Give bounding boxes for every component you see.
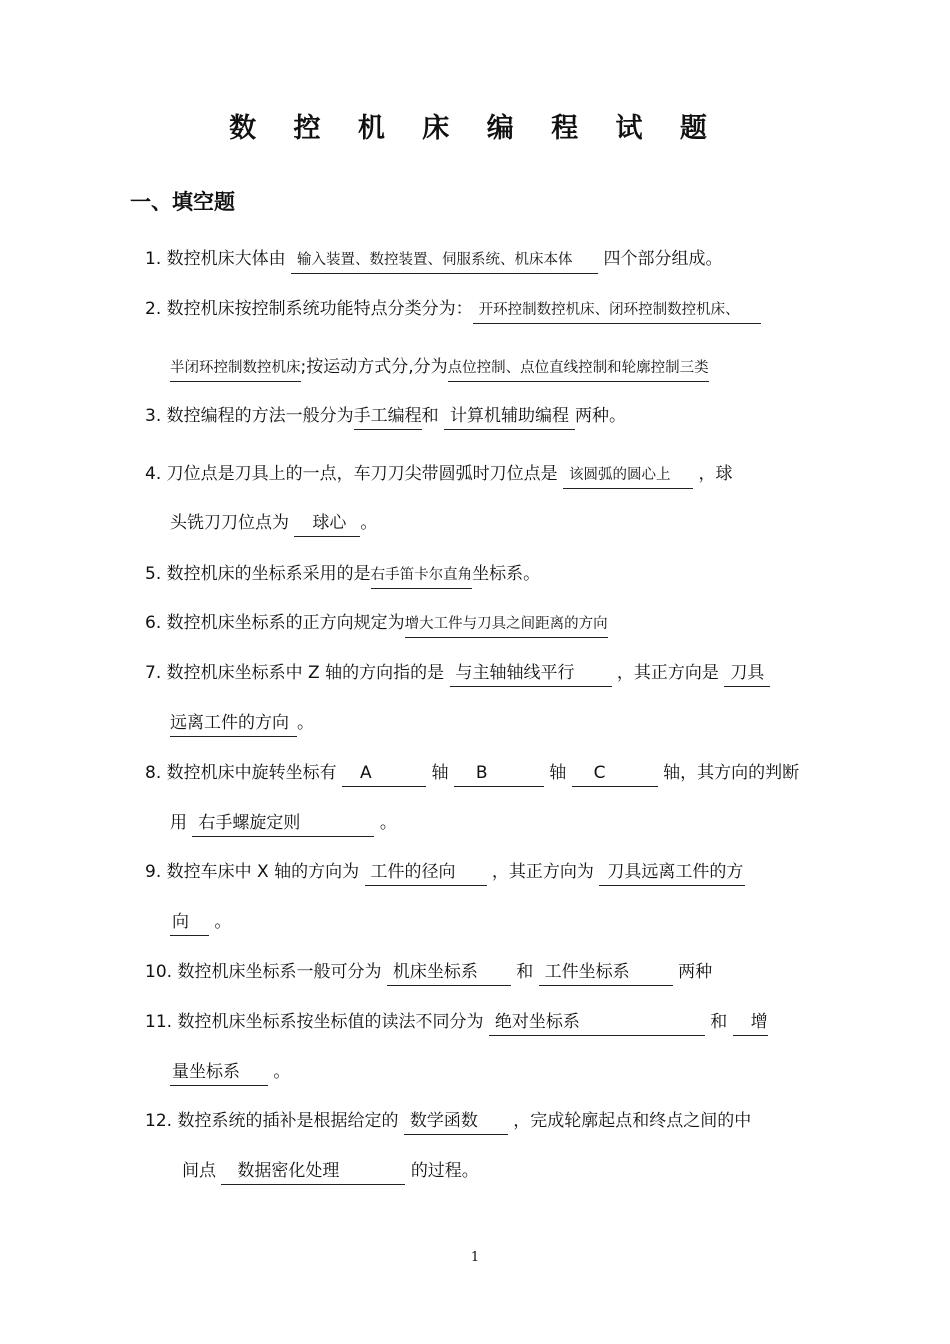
answer-blank[interactable]: 刀具远离工件的方 <box>599 859 745 886</box>
question-number: 2. <box>145 299 162 319</box>
question-number: 7. <box>145 663 162 683</box>
question-number: 3. <box>145 406 162 426</box>
question-text: 坐标系。 <box>472 564 541 584</box>
question-text: 两种。 <box>575 406 627 426</box>
answer-blank[interactable]: 机床坐标系 <box>387 959 511 986</box>
question-5 <box>145 561 540 589</box>
question-text: ，完成轮廓起点和终点之间的中 <box>513 1111 752 1131</box>
question-7 <box>145 660 770 687</box>
answer-blank[interactable]: 球心 <box>294 510 360 537</box>
question-text: 数控机床中旋转坐标有 <box>166 763 337 783</box>
answer-blank[interactable]: 增 <box>733 1009 768 1036</box>
question-8-cont <box>170 810 397 837</box>
question-text: ，其正方向是 <box>616 663 719 683</box>
question-11 <box>145 1009 768 1036</box>
question-text: 四个部分组成。 <box>603 249 723 269</box>
question-text: 数控机床坐标系中 Z 轴的方向指的是 <box>166 663 445 683</box>
answer-blank[interactable]: 远离工件的方向 <box>170 710 297 737</box>
answer-blank[interactable]: 工件坐标系 <box>539 959 673 986</box>
question-text: 轴 <box>431 763 449 783</box>
question-4-cont <box>170 510 377 537</box>
question-number: 10. <box>145 962 173 982</box>
question-text: 。 <box>360 513 378 533</box>
answer-blank[interactable]: 右手笛卡尔直角 <box>371 562 473 589</box>
question-text: 数控系统的插补是根据给定的 <box>177 1111 399 1131</box>
answer-blank[interactable]: 量坐标系 <box>170 1059 268 1086</box>
answer-blank[interactable]: 右手螺旋定则 <box>192 810 374 837</box>
question-2-cont <box>170 354 709 382</box>
question-text: 的过程。 <box>410 1161 479 1181</box>
question-text: 用 <box>170 813 187 833</box>
question-text: 数控车床中 X 轴的方向为 <box>166 862 360 882</box>
question-text: 数控机床坐标系一般可分为 <box>177 962 382 982</box>
question-text: 数控机床坐标系的正方向规定为 <box>166 613 405 633</box>
answer-blank[interactable]: 向 <box>170 909 209 936</box>
question-text: 。 <box>214 912 232 932</box>
answer-blank[interactable]: A <box>342 760 426 787</box>
question-text: 轴 <box>549 763 567 783</box>
question-1 <box>145 246 722 274</box>
answer-blank[interactable]: C <box>572 760 658 787</box>
answer-blank[interactable]: 工件的径向 <box>365 859 487 886</box>
question-12 <box>145 1108 751 1135</box>
question-11-cont <box>170 1059 290 1086</box>
question-text: 和 <box>421 406 439 426</box>
question-6 <box>145 610 608 638</box>
page-title: 数 控 机 床 编 程 试 题 <box>229 113 721 144</box>
question-number: 8. <box>145 763 162 783</box>
question-7-cont <box>170 710 314 737</box>
page-number: 1 <box>470 1250 480 1265</box>
answer-blank[interactable]: 点位控制、点位直线控制和轮廓控制三类 <box>448 355 709 382</box>
question-text: 间点 <box>182 1161 216 1181</box>
question-number: 6. <box>145 613 162 633</box>
question-text: 数控机床按控制系统功能特点分类分为： <box>166 299 473 319</box>
answer-blank[interactable]: 该圆弧的圆心上 <box>563 462 693 489</box>
question-text: 数控机床大体由 <box>166 249 286 269</box>
answer-blank[interactable]: 绝对坐标系 <box>489 1009 705 1036</box>
question-text: 头铣刀刀位点为 <box>170 513 289 533</box>
answer-blank[interactable]: 计算机辅助编程 <box>444 403 575 430</box>
question-text: ，球 <box>698 464 733 484</box>
answer-blank[interactable]: 手工编程 <box>354 403 422 430</box>
question-text: 两种 <box>678 962 713 982</box>
section-heading: 一、填空题 <box>130 190 235 214</box>
question-10 <box>145 959 712 986</box>
answer-blank[interactable]: 刀具 <box>724 660 770 687</box>
question-text: 。 <box>297 713 314 733</box>
question-text: 数控机床的坐标系采用的是 <box>166 564 371 584</box>
question-3 <box>145 403 626 430</box>
question-8 <box>145 760 799 787</box>
question-number: 5. <box>145 564 162 584</box>
question-9-cont <box>170 909 231 936</box>
question-2 <box>145 296 761 324</box>
question-text: 和 <box>710 1012 728 1032</box>
question-number: 12. <box>145 1111 173 1131</box>
question-number: 1. <box>145 249 162 269</box>
question-text: 。 <box>379 813 397 833</box>
question-number: 9. <box>145 862 162 882</box>
answer-blank[interactable]: 增大工件与刀具之间距离的方向 <box>405 611 608 638</box>
question-text: 刀位点是刀具上的一点，车刀刀尖带圆弧时刀位点是 <box>166 464 558 484</box>
question-text: ，其正方向为 <box>491 862 594 882</box>
answer-blank[interactable]: 半闭环控制数控机床 <box>170 355 301 382</box>
answer-blank[interactable]: B <box>454 760 544 787</box>
answer-blank[interactable]: 数据密化处理 <box>221 1158 405 1185</box>
question-number: 11. <box>145 1012 173 1032</box>
answer-blank[interactable]: 开环控制数控机床、闭环控制数控机床、 <box>473 297 761 324</box>
question-number: 4. <box>145 464 162 484</box>
question-text: ;按运动方式分,分为 <box>300 357 448 377</box>
answer-blank[interactable]: 输入装置、数控装置、伺服系统、机床本体 <box>291 247 598 274</box>
answer-blank[interactable]: 数学函数 <box>404 1108 508 1135</box>
question-text: 轴，其方向的判断 <box>663 763 800 783</box>
question-text: 数控机床坐标系按坐标值的读法不同分为 <box>177 1012 484 1032</box>
question-12-cont <box>182 1158 479 1185</box>
answer-blank[interactable]: 与主轴轴线平行 <box>450 660 612 687</box>
question-text: 。 <box>273 1062 291 1082</box>
question-text: 数控编程的方法一般分为 <box>166 406 354 426</box>
question-9 <box>145 859 745 886</box>
question-text: 和 <box>516 962 534 982</box>
question-4 <box>145 461 732 489</box>
